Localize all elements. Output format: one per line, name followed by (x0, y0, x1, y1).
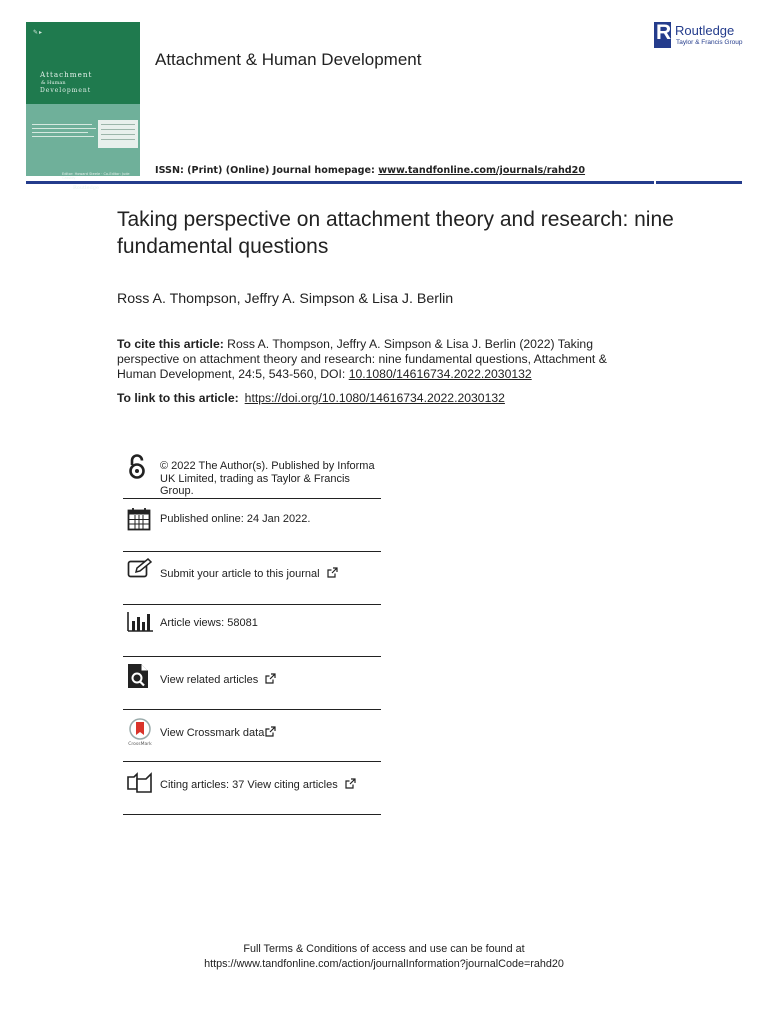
article-authors: Ross A. Thompson, Jeffry A. Simpson & Lisa J. Berlin (117, 291, 454, 307)
crossmark-icon (127, 718, 153, 750)
citing-articles-icon (127, 771, 153, 797)
edit-icon (127, 558, 153, 584)
header-divider-gap (654, 181, 656, 184)
open-access-text: © 2022 The Author(s). Published by Informa UK Limited, trading as Taylor & Francis Group. (160, 460, 375, 497)
view-crossmark-label: View Crossmark data (160, 727, 265, 740)
cite-doi-link[interactable]: 10.1080/14616734.2022.2030132 (348, 367, 532, 381)
view-citing-articles-link[interactable] (160, 778, 356, 793)
published-date-text: Published online: 24 Jan 2022. (160, 513, 311, 525)
cover-title-line: & Human (41, 80, 66, 86)
terms-line: Full Terms & Conditions of access and use can be found at (243, 943, 525, 955)
issn-line (155, 165, 585, 176)
issn-text: ISSN: (Print) (Online) Journal homepage: (155, 165, 379, 176)
cover-title-line: Attachment (40, 70, 93, 79)
cover-logo-mark: ✎▸ (33, 29, 44, 36)
cover-publisher: Routledge (73, 185, 99, 191)
cover-title (40, 71, 92, 95)
cite-text: Ross A. Thompson, Jeffry A. Simpson & Lisa J. Berlin (2022) Taking perspective on attachment theory and research: nine fundamental questions, Attachment & Human Development, 24:5, 543-560, DOI: (117, 337, 607, 381)
external-link-icon (327, 567, 338, 582)
published-row (123, 499, 381, 552)
view-related-articles-link[interactable] (160, 673, 276, 688)
external-link-icon (265, 673, 276, 688)
view-crossmark-link[interactable] (160, 726, 276, 741)
terms-footer (0, 942, 768, 972)
submit-row[interactable] (123, 552, 381, 605)
citation-block (117, 337, 645, 382)
submit-article-label: Submit your article to this journal (160, 568, 320, 581)
terms-url[interactable]: https://www.tandfonline.com/action/journalInformation?journalCode=rahd20 (204, 958, 564, 970)
journal-name: Attachment & Human Development (155, 50, 422, 69)
cover-editors: Editor: Howard Steele · Co-Editor: Jude Cassidy (62, 172, 130, 180)
calendar-icon (127, 507, 151, 535)
citing-row[interactable] (123, 762, 381, 815)
citing-articles-label: Citing articles: 37 View citing articles (160, 779, 338, 792)
svg-text:CrossMark: CrossMark (128, 742, 152, 747)
article-title: Taking perspective on attachment theory and research: nine fundamental questions (117, 208, 674, 258)
submit-article-link[interactable] (160, 567, 338, 582)
related-row[interactable] (123, 657, 381, 710)
article-doi-link[interactable]: https://doi.org/10.1080/14616734.2022.2030132 (244, 391, 505, 405)
bar-chart-icon (127, 612, 153, 636)
journal-cover-image (26, 22, 140, 191)
cover-issue-panel (98, 120, 138, 148)
open-access-row (123, 450, 381, 499)
external-link-icon (345, 778, 356, 793)
article-link-line (117, 391, 505, 405)
journal-homepage-link[interactable]: www.tandfonline.com/journals/rahd20 (378, 165, 586, 176)
related-articles-icon (127, 663, 149, 693)
cover-title-line: Development (40, 87, 92, 94)
article-views-text: Article views: 58081 (160, 617, 258, 629)
publisher-subtitle: Taylor & Francis Group (676, 39, 743, 46)
publisher-name: Routledge (675, 23, 735, 38)
crossmark-row[interactable] (123, 710, 381, 762)
views-row (123, 605, 381, 657)
open-access-icon (127, 454, 147, 484)
publisher-r-badge-icon: R (654, 22, 671, 48)
link-label: To link to this article: (117, 391, 239, 405)
view-related-articles-label: View related articles (160, 674, 259, 687)
cite-label: To cite this article: (117, 337, 224, 351)
external-link-icon (265, 726, 276, 741)
header-divider (26, 181, 742, 184)
